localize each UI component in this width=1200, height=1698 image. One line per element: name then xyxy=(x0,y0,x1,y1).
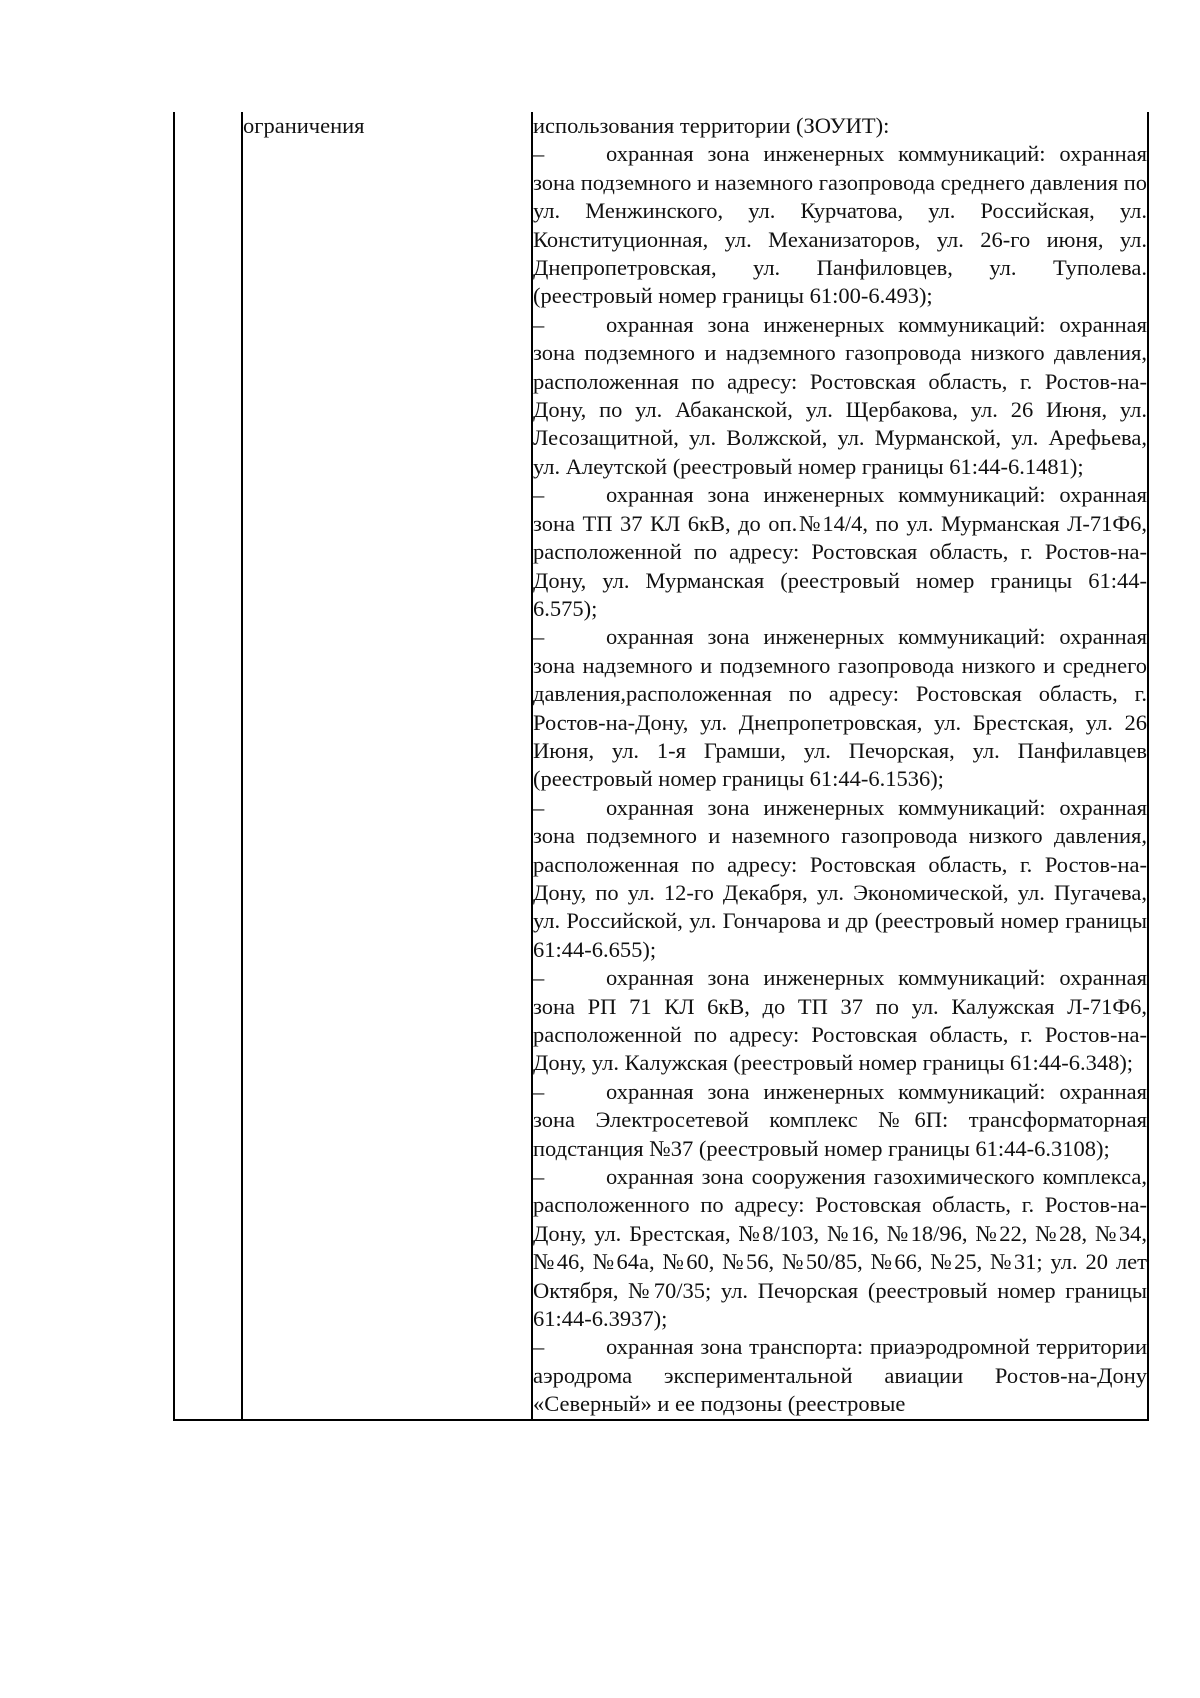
row-number-cell xyxy=(174,112,242,1420)
description-intro: использования территории (ЗОУИТ): xyxy=(533,113,890,138)
list-dash: – xyxy=(533,311,545,337)
list-dash: – xyxy=(533,1078,545,1104)
zone-item-text: охранная зона инженерных коммуникаций: охранная зона Электросетевой комплекс №6П: трансформаторная подстанция №37 (реестровый номер границы 61:44-6.3108); xyxy=(533,1078,1147,1161)
zone-list-item xyxy=(533,1163,1147,1333)
list-dash: – xyxy=(533,1164,545,1190)
table-row xyxy=(174,112,1148,1420)
list-dash: – xyxy=(533,1334,545,1360)
zone-item-text: охранная зона инженерных коммуникаций: охранная зона ТП 37 КЛ 6кВ, до оп.№14/4, по ул. Мурманская Л-71Ф6, расположенной по адресу: Ростовская область, г. Ростов-на-Дону, ул. Мурманская (реестровый номер границы 61:44-6.575); xyxy=(533,482,1147,621)
row-description-cell xyxy=(532,112,1148,1420)
zone-list-item xyxy=(533,311,1147,481)
zone-item-text: охранная зона инженерных коммуникаций: охранная зона РП 71 КЛ 6кВ, до ТП 37 по ул. Калужская Л-71Ф6, расположенной по адресу: Ростовская область, г. Ростов-на-Дону, ул. Калужская (реестровый номер границы 61:44-6.348); xyxy=(533,965,1147,1076)
zone-item-text: охранная зона транспорта: приаэродромной территории аэродрома экспериментальной авиации Ростов-на-Дону «Северный» и ее подзоны (реестровые xyxy=(533,1334,1147,1417)
zone-item-text: охранная зона инженерных коммуникаций: охранная зона подземного и надземного газопровода низкого давления, расположенная по адресу: Ростовская область, г. Ростов-на-Дону, по ул. Абаканской, ул. Щербакова, ул. 26 Июня, ул. Лесозащитной, ул. Волжской, ул. Мурманской, ул. Арефьева, ул. Алеутской (реестровый номер границы 61:44-6.1481); xyxy=(533,311,1147,479)
list-dash: – xyxy=(533,141,545,167)
zone-list-item xyxy=(533,1078,1147,1163)
zone-list-item xyxy=(533,140,1147,310)
zone-list xyxy=(533,140,1147,1418)
list-dash: – xyxy=(533,965,545,991)
zone-item-text: охранная зона инженерных коммуникаций: охранная зона подземного и наземного газопровода среднего давления по ул. Менжинского, ул. Курчатова, ул. Российская, ул. Конституционная, ул. Механизаторов, ул. 26-го июня, ул. Днепропетровская, ул. Панфиловцев, ул. Туполева. (реестровый номер границы 61:00-6.493); xyxy=(533,141,1147,309)
list-dash: – xyxy=(533,482,545,508)
zone-list-item xyxy=(533,481,1147,623)
zone-list-item xyxy=(533,794,1147,964)
zone-list-item xyxy=(533,623,1147,793)
zone-item-text: охранная зона сооружения газохимического комплекса, расположенного по адресу: Ростовская область, г. Ростов-на-Дону, ул. Брестская, №8/103, №16, №18/96, №22, №28, №34, №46, №64а, №60, №56, №50/85, №66, №25, №31; ул. 20 лет Октября, №70/35; ул. Печорская (реестровый номер границы 61:44-6.3937); xyxy=(533,1164,1147,1332)
restrictions-table xyxy=(173,112,1149,1421)
zone-list-item xyxy=(533,1333,1147,1418)
zone-item-text: охранная зона инженерных коммуникаций: охранная зона надземного и подземного газопровода низкого и среднего давления,расположенная по адресу: Ростовская область, г. Ростов-на-Дону, ул. Днепропетровская, ул. Брестская, ул. 26 Июня, ул. 1-я Грамши, ул. Печорская, ул. Панфилавцев (реестровый номер границы 61:44-6.1536); xyxy=(533,624,1147,792)
zone-list-item xyxy=(533,964,1147,1078)
list-dash: – xyxy=(533,794,545,820)
list-dash: – xyxy=(533,624,545,650)
zone-item-text: охранная зона инженерных коммуникаций: охранная зона подземного и наземного газопровода низкого давления, расположенная по адресу: Ростовская область, г. Ростов-на-Дону, по ул. 12-го Декабря, ул. Экономической, ул. Пугачева, ул. Российской, ул. Гончарова и др (реестровый номер границы 61:44-6.655); xyxy=(533,794,1147,962)
row-name-text: ограничения xyxy=(243,113,365,138)
row-name-cell xyxy=(242,112,532,1420)
